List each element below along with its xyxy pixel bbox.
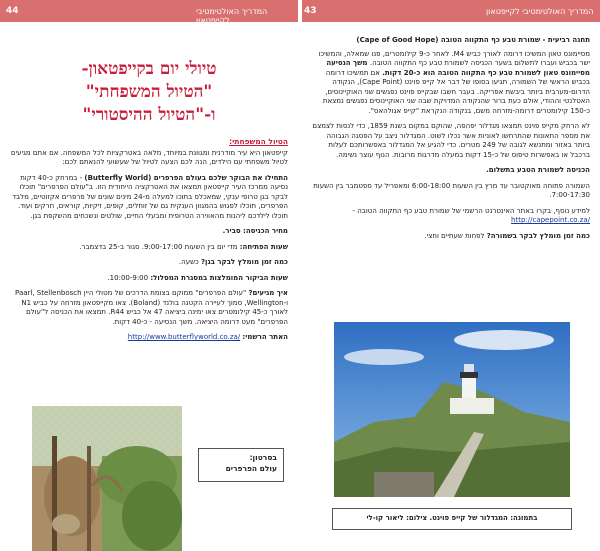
butterfly-photo: [32, 406, 182, 551]
right-page-number: 43: [304, 6, 317, 16]
left-page-number: 44: [6, 6, 19, 16]
best-time-label: שעות הביקור המומלצות במסגרת המסלול:: [150, 273, 288, 282]
howto-paragraph: [10, 289, 288, 327]
lighthouse-paragraph: לא הרחק מקייפ פוינט תמצאו מגדלור יפהפה, שהוקם במקום בשנת 1859, כדי לנסות לצמצם את מספר התאונות שהתרחשו לאוניות אשר נכלו לשוט. המגדלור ניצב על הפסגה הגבוהה ביותר באזור ומתנשא לגובה של 249 מטרים. כדי להגיע אל המגדלור באפשרותכם לעלות ברכבל או באפשרות טיפוס של כ-15 דקות במעלה מדרגות מרובות. הנוף עוצר נשימה.: [312, 122, 590, 159]
duration-line: [10, 258, 288, 268]
opening-hours-paragraph: השמורה פתוחה מאוקטובר עד מרץ בין השעות 6:00-18:00 ומאפריל עד ספטמבר בין השעות 7:00-17:30.: [313, 181, 590, 199]
left-header: [0, 0, 298, 25]
title-line-2: "הטיול המשפחתי": [85, 82, 213, 102]
hours-line: [10, 243, 288, 253]
page-header-bar: [0, 0, 600, 25]
capepoint-website-link[interactable]: http://capepoint.co.za/: [511, 216, 590, 224]
lighthouse-photo-caption: בתמונה: המגדלור של קייפ פוינט. צילום: ליאור קו-לי: [332, 508, 572, 530]
hours-text: מדי יום בין השעות 9:00-17:00. סגור ב-25 בדצמבר.: [79, 242, 240, 251]
cape-p1-text: מסיימונס טאון המשיכו דרומה לאורך כביש M4. לאחר כ-9 קילומטרים, פנו שמאלה, והמשיכו ישר בכביש ועברו לתשלום בשער הכניסה לשמורת טבע כף התקווה הטובה.: [318, 49, 590, 67]
howto-text: "עולם הפרפרים" ממוקם בצומת הדרכים של מטולי היין Paarl, Stellenbosch ו-Wellington, סמוך לעיירה הקטנה בולנד (Boland). צאו מקייפטאון מזרחה על כביש N1 לאורך כ-45 קילומטרים צאו ימינה ביציאה 47 אל כביש R44. תמצאו את הכניסה ל"עולם הפרפרים" מעט דרומה היציאה. משך הנסיעה - כ-40 דקות.: [15, 289, 288, 326]
right-header-title: המדריך האולטימטיבי לקייפטאון: [486, 7, 594, 16]
butterfly-photo-caption: [198, 448, 284, 482]
caption-line-2: עולם הפרפרים: [225, 464, 277, 473]
caption-line-1: בסרטון:: [249, 453, 277, 462]
more-info-text: למידע נוסף, בקרו באתר האינטרנט הרשמי של שמורת טבע כף התקווה הטובה -: [352, 206, 590, 215]
page-title: [10, 58, 288, 127]
lighthouse-photo: [334, 322, 570, 497]
website-line: [10, 333, 288, 343]
website-label: האתר הרשמי:: [242, 333, 288, 341]
duration-text: כשעה.: [178, 258, 201, 266]
right-page: [312, 30, 590, 533]
family-trip-heading: הטיול המשפחתי:: [229, 137, 288, 146]
cape-paragraph-1: [312, 50, 590, 117]
visit-duration-line: [312, 232, 590, 242]
butterfly-paragraph: [10, 174, 288, 222]
left-header-title: המדריך האולטימטיבי לקייפטאון: [196, 7, 268, 25]
cape-p1-bold: משך הנסיעה מסיימונס טאון לשמורת טבע כף התקווה הטובה הוא כ-20 דקות.: [326, 59, 590, 77]
family-intro: קייפטאון היא עיר מודרנית ומגוונת במיוחד, מלאה באטרקציות לכל המשפחה. אם אתם מגיעים לטיול משפחתי עם הילדים, הנה לכם הצעה לטיול של שעשועי להנאתם לכם:: [10, 148, 288, 166]
visit-label: כמה זמן מומלץ לבקר בשמורה?: [486, 231, 590, 240]
butterfly-website-link[interactable]: http://www.butterflyworld.co.za/: [127, 333, 241, 341]
fee-heading: הכניסה לשמורת הטבע בתשלום.: [486, 166, 590, 174]
more-info-paragraph: [312, 207, 590, 226]
title-line-3: ו-"הטיול ההיסטורי": [82, 105, 216, 125]
price-line: מחיר הכניסה: סביר.: [222, 227, 288, 235]
howto-label: איך מגיעים?: [248, 289, 288, 297]
left-page: [10, 30, 288, 533]
butterfly-text: - במרחק כ-40 דקות נסיעה ממרכז העיר קייפטאון תמצאו את האטרקציה הייחודית הזו. ב"עולם הפרפרים" תוכלו לבקר בגן טרופי ענקי, שמאכלס בתוכו למעלה מ-24 מינים שונים של פרפרים אקזוטיים, מלבד הפרפרים, תוכלו לפגוש בהמגוון הענקית גם של זוחלים, קופים, זיקיות, קוראים, חרקים ועוד. תוכלו לילדכם ליהנות מהאווירה הטרופית ומבעלי החיים, שולטים ונשכחים מהשקפת בגן.: [12, 173, 288, 220]
cape-p1-end: אם תמשיכו דרומה בכביש הראשי של השמורה, תגיעו בסופו של דבר אל קייפ פוינט (Cape Point), הנקודה הדרום-מערבית ביותר ביבשת אפריקה. בעבר חשבו שבקייפ פוינט נפגשים שני האוקיינוסים, האטלנטי וההודי, אולם כעת ברור שהנקודה המדויקת שבה שני האוקיינוסים נפגשים נמצאת כ-150 קילומטרים דרומה-מזרחה משם, בנקודה הנקראת "קייפ אגולהאס".: [322, 68, 590, 115]
hours-label: שעות הפתיחה:: [239, 242, 288, 251]
best-time-line: [10, 274, 288, 284]
title-line-1: טיולי יום בקייפטאון-: [81, 59, 217, 79]
best-time-text: 10:00-9:00.: [107, 273, 151, 282]
visit-text: לפחות שעתיים וחצי.: [424, 231, 487, 240]
right-header: [302, 0, 600, 22]
butterfly-start: התחילו את הבוקר שלכם בעולם הפרפרים (Butterfly World): [84, 173, 288, 182]
duration-label: כמה זמן מומלץ לבקר בגן?: [201, 258, 288, 266]
stop-heading: תחנה רביעית - שמורת טבע כף התקווה הטובה (Cape of Good Hope): [356, 36, 590, 44]
